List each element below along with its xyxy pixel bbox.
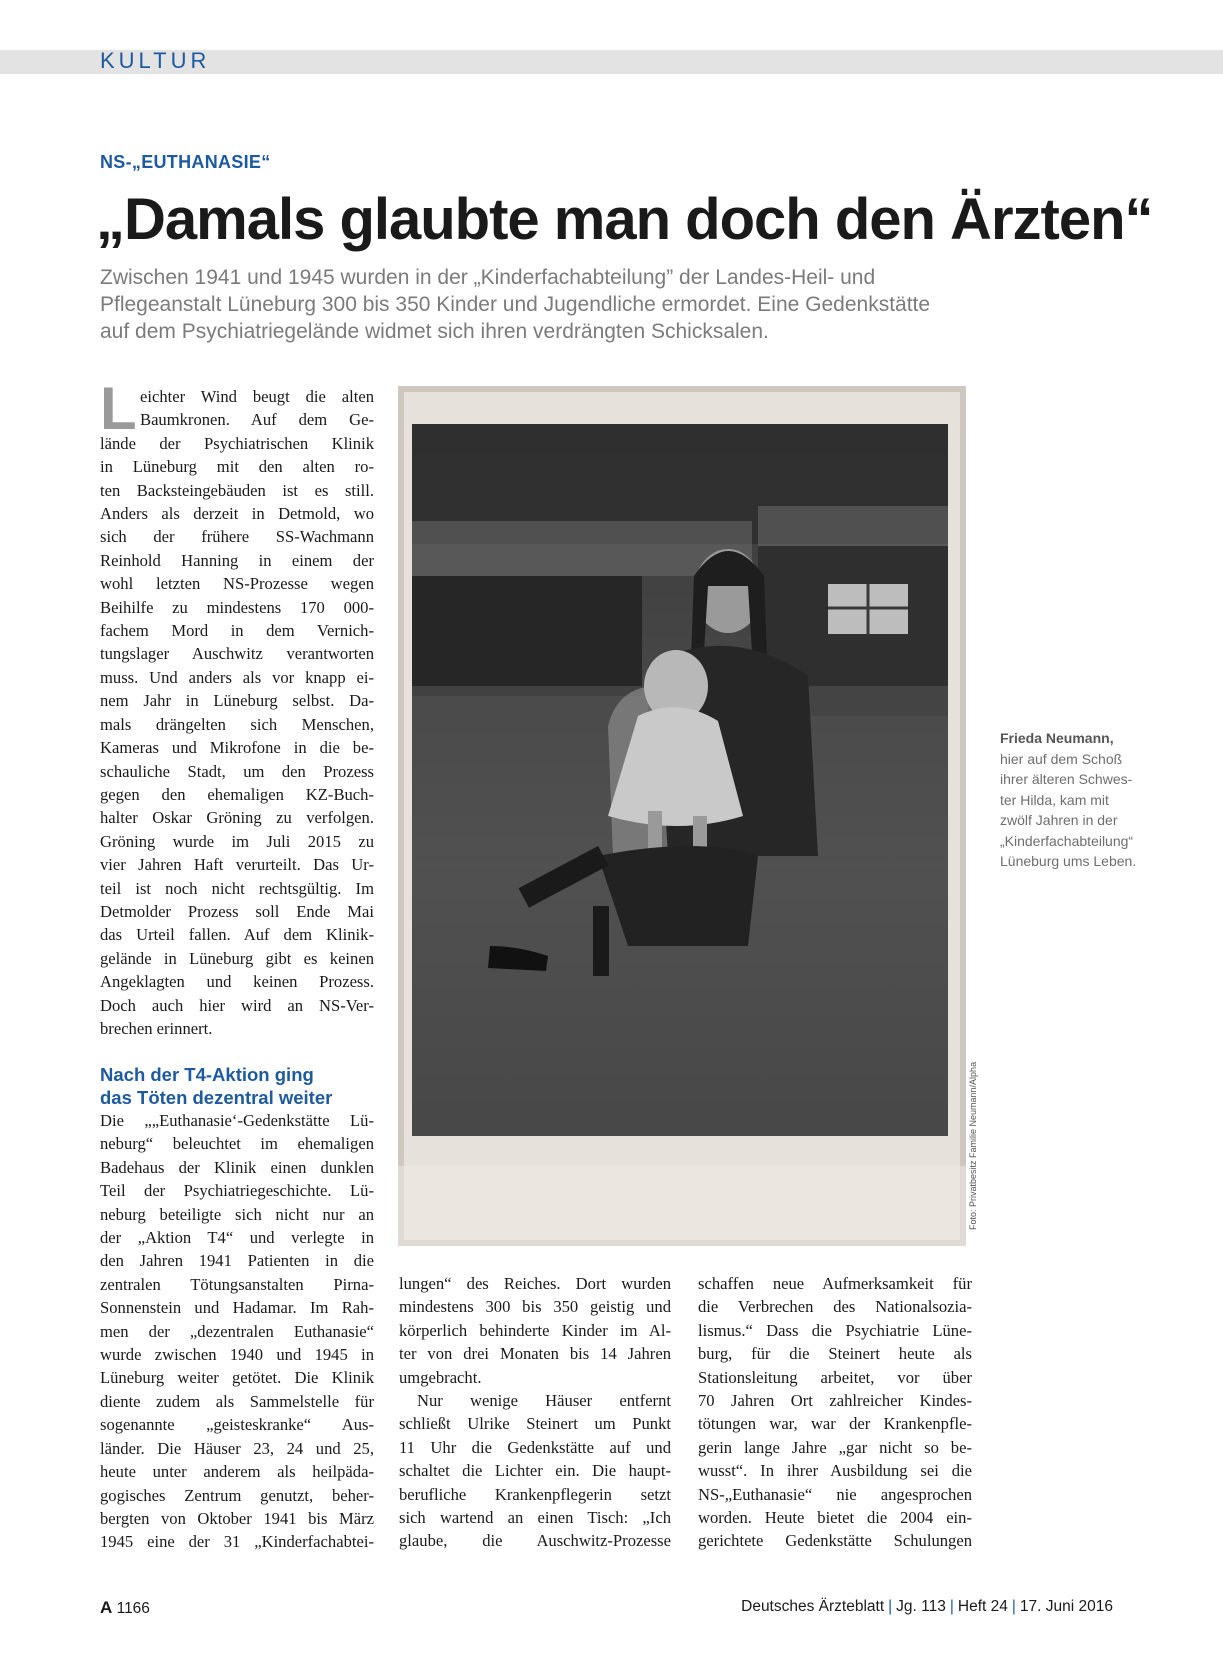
body-line: in Lüneburg mit den alten ro- [100,457,374,477]
body-line: das Urteil fallen. Auf dem Klinik- [100,925,374,945]
body-line: halter Oskar Gröning zu verfolgen. [100,808,374,828]
body-line: Teil der Psychiatriegeschichte. Lü- [100,1181,374,1201]
body-line: ten Backsteingebäuden ist es still. [100,480,374,500]
body-line: nem Jahr in Lüneburg selbst. Da- [100,691,374,711]
body-line: Nur wenige Häuser entfernt [417,1391,671,1411]
body-column-1-continued [100,1109,374,1554]
body-line: gogisches Zentrum genutzt, beher- [100,1485,374,1505]
body-line: sich wartend an einen Tisch: „Ich [399,1508,671,1528]
volume: Jg. 113 [896,1598,946,1615]
body-line: neburg“ beleuchtet im ehemaligen [100,1134,374,1154]
historical-photo [398,386,966,1246]
issue: Heft 24 [957,1598,1008,1615]
body-line: eichter Wind beugt die alten [140,387,374,406]
body-line: lände der Psychiatrischen Klinik [100,433,374,453]
publication-info [741,1598,1113,1616]
body-line: die Verbrechen des Nationalsozia- [698,1297,972,1317]
body-line: Badehaus der Klinik einen dunklen [100,1157,374,1177]
body-line: berufliche Krankenpflegerin setzt [399,1484,671,1504]
body-line: Sonnenstein und Hadamar. Im Rah- [100,1298,374,1318]
body-line: heute unter anderem als heilpäda- [100,1462,374,1482]
body-line: 1945 eine der 31 „Kinderfachabtei- [100,1532,374,1552]
body-line: mindestens 300 bis 350 geistig und [399,1297,671,1317]
body-line: zentralen Tötungsanstalten Pirna- [100,1274,374,1294]
body-line: umgebracht. [399,1367,482,1387]
photo-credit: Foto: Privatbesitz Familie Neumann/Alpha [968,1061,978,1230]
body-line: sich der frühere SS-Wachmann [100,527,374,547]
body-line: 11 Uhr die Gedenkstätte auf und [399,1437,671,1457]
body-line: Doch auch hier wird an NS-Ver- [100,995,374,1015]
body-line: diente zudem als Sammelstelle für [100,1391,374,1411]
subheading-line: das Töten dezentral weiter [100,1087,333,1108]
body-line: glaube, die Auschwitz-Prozesse [399,1531,671,1551]
body-line: Baumkronen. Auf dem Ge- [140,410,374,430]
caption-title: Frieda Neumann, [1000,730,1114,746]
body-column-3 [698,1272,972,1553]
deck-line: Zwischen 1941 und 1945 wurden in der „Kinderfachabteilung” der Landes-Heil- und [100,266,876,289]
headline: „Damals glaubte man doch den Ärzten“ [96,187,1153,252]
page-number-value: 1166 [116,1600,150,1617]
drop-cap: L [100,375,137,442]
body-line: tungslager Auschwitz verantworten [100,644,374,664]
issue-date: 17. Juni 2016 [1019,1598,1113,1615]
body-line: Reinhold Hanning in einem der [100,550,374,570]
body-line: Lüneburg weiter getötet. Die Klinik [100,1368,374,1388]
body-line: NS-„Euthanasie“ nie angesprochen [698,1484,972,1504]
publication-name: Deutsches Ärzteblatt [741,1598,885,1615]
deck-line: auf dem Psychiatriegelände widmet sich ihren verdrängten Schicksalen. [100,320,769,343]
body-line: Die „„Euthanasie‘-Gedenkstätte Lü- [100,1111,374,1130]
caption-line: hier auf dem Schoß [1000,750,1123,767]
body-line: lungen“ des Reiches. Dort wurden [399,1274,671,1293]
body-line: wusst“. In ihrer Ausbildung sei die [698,1461,972,1481]
deck [100,264,1020,345]
caption-line: ihrer älteren Schwes- [1000,771,1133,787]
body-line: gelände in Lüneburg gibt es keinen [100,948,374,968]
body-line: mals drängelten sich Menschen, [100,714,374,734]
body-line: teil ist noch nicht rechtsgültig. Im [100,878,374,898]
page-number [100,1598,150,1618]
body-line: Kameras und Mikrofone in die be- [100,738,374,758]
body-line: bergten von Oktober 1941 bis März [100,1508,374,1528]
body-line: schauliche Stadt, um den Prozess [100,761,374,781]
body-line: gerin lange Jahre „gar nicht so be- [698,1437,972,1457]
body-line: länder. Die Häuser 23, 24 und 25, [100,1438,374,1458]
body-line: wurde zwischen 1940 und 1945 in [100,1345,374,1365]
deck-line: Pflegeanstalt Lüneburg 300 bis 350 Kinder und Jugendliche ermordet. Eine Gedenkstätte [100,293,931,316]
body-line: Anders als derzeit in Detmold, wo [100,504,374,524]
body-line: fachem Mord in dem Vernich- [100,621,374,641]
separator: | [949,1598,954,1615]
body-line: schaffen neue Aufmerksamkeit für [698,1274,972,1293]
body-line: burg, für die Steinert heute als [698,1344,972,1364]
body-line: 70 Jahren Ort zahlreicher Kindes- [698,1391,972,1411]
caption-line: zwölf Jahren in der [1000,812,1118,828]
kicker: NS-„EUTHANASIE“ [100,152,271,172]
section-label: KULTUR [100,48,211,73]
body-line: schließt Ulrike Steinert um Punkt [399,1414,671,1434]
body-line: gegen den ehemaligen KZ-Buch- [100,784,374,804]
body-line: Gröning wurde im Juli 2015 zu [100,831,374,851]
subheading [100,1063,380,1109]
body-line: Beihilfe zu mindestens 170 000- [100,597,374,617]
body-line: Detmolder Prozess soll Ende Mai [100,901,374,921]
body-line: men der „dezentralen Euthanasie“ [100,1321,374,1341]
body-line: worden. Heute bietet die 2004 ein- [698,1508,972,1528]
page-prefix: A [100,1598,113,1617]
body-line: schaltet die Lichter ein. Die haupt- [399,1461,671,1481]
body-line: Stationsleitung arbeitet, vor über [698,1367,972,1387]
body-column-2 [399,1272,671,1553]
body-line: tötungen war, war der Krankenpfle- [698,1414,972,1434]
body-line: sogenannte „geisteskranke“ Aus- [100,1415,374,1435]
body-line: lismus.“ Dass die Psychiatrie Lüne- [698,1320,972,1340]
body-line: vier Jahren Haft verurteilt. Das Ur- [100,855,374,875]
photo-caption [1000,728,1200,872]
body-line: muss. Und anders als vor knapp ei- [100,667,374,687]
body-line: ter von drei Monaten bis 14 Jahren [399,1344,671,1364]
body-line: Angeklagten und keinen Prozess. [100,972,374,992]
body-line: neburg beteiligte sich nicht nur an [100,1204,374,1224]
body-line: der „Aktion T4“ und verlegte in [100,1228,374,1248]
caption-line: Lüneburg ums Leben. [1000,853,1137,869]
body-line: den Jahren 1941 Patienten in die [100,1251,374,1271]
body-line: wohl letzten NS-Prozesse wegen [100,574,374,594]
body-line: brechen erinnert. [100,1018,213,1038]
subheading-line: Nach der T4-Aktion ging [100,1064,314,1085]
body-column-1 [100,375,374,1040]
body-line: körperlich behinderte Kinder im Al- [399,1320,671,1340]
separator: | [888,1598,893,1615]
separator: | [1011,1598,1016,1615]
body-line: gerichtete Gedenkstätte Schulungen [698,1531,972,1551]
caption-line: „Kinderfachabteilung“ [1000,832,1134,849]
caption-line: ter Hilda, kam mit [1000,791,1109,808]
